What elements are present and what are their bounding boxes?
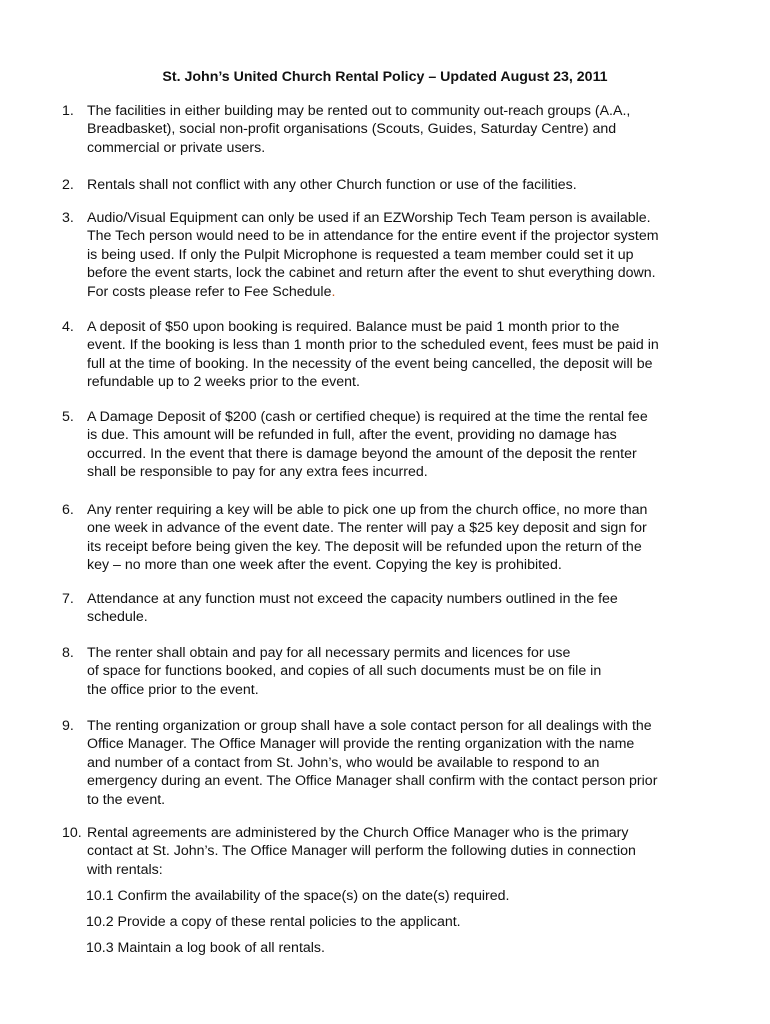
item-text: Rentals shall not conflict with any other Church function or use of the facilities. bbox=[87, 177, 577, 193]
policy-item-5 bbox=[62, 408, 722, 482]
policy-item-1 bbox=[62, 102, 722, 157]
page-title: St. John’s United Church Rental Policy – Updated August 23, 2011 bbox=[162, 69, 608, 85]
item-number: 1. bbox=[62, 103, 74, 119]
policy-item-2 bbox=[62, 176, 722, 194]
item-number: 6. bbox=[62, 502, 74, 518]
item-text: The facilities in either building may be rented out to community out-reach groups (A.A., Breadbasket), social non-profit organisations (Scouts, Guides, Saturday Centre) and commercial or private users. bbox=[87, 103, 631, 156]
item-text: Any renter requiring a key will be able to pick one up from the church office, no more than one week in advance of the event date. The renter will pay a $25 key deposit and sign for its receipt before being given the key. The deposit will be refunded upon the return of the key – no more than one week after the event. Copying the key is prohibited. bbox=[87, 502, 648, 574]
item-number: 10. bbox=[62, 825, 82, 841]
item-number: 3. bbox=[62, 210, 74, 226]
item-number: 8. bbox=[62, 645, 74, 661]
item-text: A deposit of $50 upon booking is required. Balance must be paid 1 month prior to the event. If the booking is less than 1 month prior to the scheduled event, fees must be paid in full at the time of booking. In the necessity of the event being cancelled, the deposit will be refundable up to 2 weeks prior to the event. bbox=[87, 319, 659, 391]
item-number: 7. bbox=[62, 591, 74, 607]
item-text: Attendance at any function must not exceed the capacity numbers outlined in the fee schedule. bbox=[87, 591, 618, 626]
item-text-period: . bbox=[331, 283, 336, 300]
policy-item-8 bbox=[62, 644, 722, 699]
subitem-10-2: 10.2 Provide a copy of these rental policies to the applicant. bbox=[86, 914, 461, 930]
policy-item-6 bbox=[62, 501, 722, 575]
policy-item-3 bbox=[62, 209, 722, 301]
item-text: Rental agreements are administered by the Church Office Manager who is the primary contact at St. John’s. The Office Manager will perform the following duties in connection with rentals: bbox=[87, 825, 636, 878]
item-text: The renting organization or group shall have a sole contact person for all dealings with the Office Manager. The Office Manager will provide the renting organization with the name and number of a contact from St. John’s, who would be available to respond to an emergency during an event. The Office Manager shall confirm with the contact person prior to the event. bbox=[87, 718, 658, 808]
subitem-10-3: 10.3 Maintain a log book of all rentals. bbox=[86, 940, 325, 956]
policy-item-4 bbox=[62, 318, 722, 392]
item-number: 9. bbox=[62, 718, 74, 734]
item-text-wrapper bbox=[87, 209, 722, 301]
item-number: 4. bbox=[62, 319, 74, 335]
policy-item-7 bbox=[62, 590, 722, 627]
subitem-10-1: 10.1 Confirm the availability of the space(s) on the date(s) required. bbox=[86, 888, 510, 904]
item-number: 2. bbox=[62, 177, 74, 193]
policy-item-10 bbox=[62, 824, 722, 879]
policy-item-9 bbox=[62, 717, 722, 809]
item-text: The renter shall obtain and pay for all necessary permits and licences for use of space for functions booked, and copies of all such documents must be on file in the office prior to the event. bbox=[87, 645, 602, 698]
item-text: A Damage Deposit of $200 (cash or certified cheque) is required at the time the rental fee is due. This amount will be refunded in full, after the event, providing no damage has occurred. In the event that there is damage beyond the amount of the deposit the renter shall be responsible to pay for any extra fees incurred. bbox=[87, 409, 648, 481]
item-text: Audio/Visual Equipment can only be used if an EZWorship Tech Team person is available. The Tech person would need to be in attendance for the entire event if the projector system is being used. If only the Pulpit Microphone is requested a team member could set it up before the event starts, lock the cabinet and return after the event to shut everything down. For costs please refer to Fee Schedule bbox=[87, 210, 659, 300]
item-number: 5. bbox=[62, 409, 74, 425]
